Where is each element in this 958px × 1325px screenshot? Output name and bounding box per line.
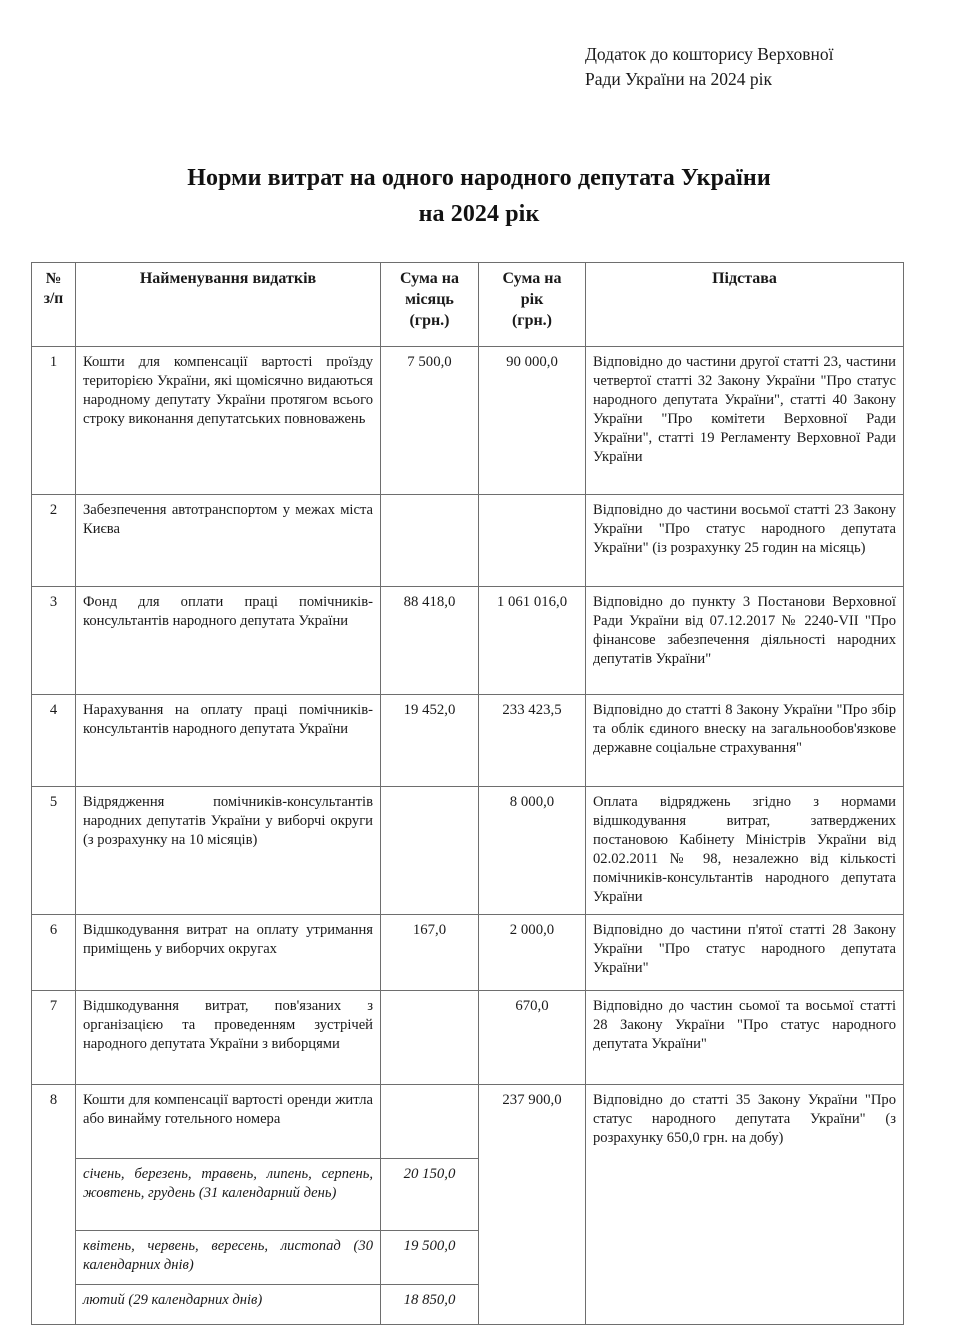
row-description: Фонд для оплати праці помічників-консультантів народного депутата України bbox=[76, 587, 381, 695]
row-description: Відшкодування витрат, пов'язаних з організацією та проведенням зустрічей народного депутата України з виборцями bbox=[76, 991, 381, 1085]
document-header-note bbox=[585, 42, 915, 92]
column-header-year-line-2: рік bbox=[520, 290, 544, 308]
row-year-amount: 233 423,5 bbox=[479, 695, 586, 787]
header-note-line-1: Додаток до кошторису Верховної bbox=[585, 44, 834, 64]
table-header-row bbox=[32, 263, 904, 347]
row-number: 3 bbox=[32, 587, 76, 695]
table-row bbox=[32, 915, 904, 991]
table-row bbox=[32, 587, 904, 695]
row-basis: Відповідно до частини другої статті 23, частини четвертої статті 32 Закону України "Про статус народного депутата України", статті 40 Закону України "Про комітети Верховної Ради України", статті 19 Регламенту Верховної Ради України bbox=[586, 347, 904, 495]
row-year-amount: 1 061 016,0 bbox=[479, 587, 586, 695]
norms-table-container bbox=[31, 262, 903, 1325]
column-header-name bbox=[76, 263, 381, 347]
row-basis: Відповідно до пункту 3 Постанови Верховної Ради України від 07.12.2017 № 2240-VII "Про фінансове забезпечення діяльності народних депутатів України" bbox=[586, 587, 904, 695]
row-basis: Відповідно до частини восьмої статті 23 Закону України "Про статус народного депутата України" (із розрахунку 25 годин на місяць) bbox=[586, 495, 904, 587]
row-number: 6 bbox=[32, 915, 76, 991]
row-description: Забезпечення автотранспортом у межах міста Києва bbox=[76, 495, 381, 587]
row-year-amount: 237 900,0 bbox=[479, 1085, 586, 1325]
row-basis: Відповідно до частини п'ятої статті 28 Закону України "Про статус народного депутата України" bbox=[586, 915, 904, 991]
row-month-amount: 7 500,0 bbox=[381, 347, 479, 495]
row-number: 5 bbox=[32, 787, 76, 915]
subrow-month-amount: 20 150,0 bbox=[381, 1159, 479, 1231]
row-month-amount bbox=[381, 787, 479, 915]
table-row bbox=[32, 1085, 904, 1159]
row-number: 1 bbox=[32, 347, 76, 495]
table-row bbox=[32, 495, 904, 587]
row-description: Відшкодування витрат на оплату утримання приміщень у виборчих округах bbox=[76, 915, 381, 991]
column-header-number-line-2: з/п bbox=[43, 290, 64, 308]
subrow-description: квітень, червень, вересень, листопад (30 календарних днів) bbox=[76, 1231, 381, 1285]
column-header-month bbox=[381, 263, 479, 347]
column-header-month-line-2: місяць bbox=[405, 290, 454, 308]
subrow-description: лютий (29 календарних днів) bbox=[76, 1285, 381, 1325]
column-header-month-line-1: Сума на bbox=[400, 270, 459, 287]
table-header bbox=[32, 263, 904, 347]
row-month-amount: 88 418,0 bbox=[381, 587, 479, 695]
row-month-amount: 19 452,0 bbox=[381, 695, 479, 787]
subrow-month-amount: 19 500,0 bbox=[381, 1231, 479, 1285]
row-number: 8 bbox=[32, 1085, 76, 1325]
row-number: 7 bbox=[32, 991, 76, 1085]
row-basis: Оплата відряджень згідно з нормами відшкодування витрат, затверджених постановою Кабінету Міністрів України від 02.02.2011 № 98, незалежно від кількості помічників-консультантів народного депутата України bbox=[586, 787, 904, 915]
table-row bbox=[32, 991, 904, 1085]
column-header-basis bbox=[586, 263, 904, 347]
row-year-amount: 670,0 bbox=[479, 991, 586, 1085]
table-row bbox=[32, 695, 904, 787]
row-month-amount bbox=[381, 991, 479, 1085]
column-header-name-line-1: Найменування видатків bbox=[139, 270, 317, 287]
column-header-number-line-1: № bbox=[45, 270, 62, 287]
subrow-month-amount: 18 850,0 bbox=[381, 1285, 479, 1325]
column-header-year-line-3: (грн.) bbox=[511, 311, 553, 329]
row-description: Нарахування на оплату праці помічників-консультантів народного депутата України bbox=[76, 695, 381, 787]
row-year-amount: 8 000,0 bbox=[479, 787, 586, 915]
column-header-basis-line-1: Підстава bbox=[712, 270, 777, 287]
table-row bbox=[32, 787, 904, 915]
row-description: Кошти для компенсації вартості оренди житла або винайму готельного номера bbox=[76, 1085, 381, 1159]
norms-table bbox=[31, 262, 904, 1325]
row-description: Відрядження помічників-консультантів народних депутатів України у виборчі округи (з розрахунку на 10 місяців) bbox=[76, 787, 381, 915]
row-year-amount bbox=[479, 495, 586, 587]
column-header-month-line-3: (грн.) bbox=[409, 311, 450, 329]
row-basis: Відповідно до частин сьомої та восьмої статті 28 Закону України "Про статус народного депутата України" bbox=[586, 991, 904, 1085]
row-number: 2 bbox=[32, 495, 76, 587]
row-year-amount: 2 000,0 bbox=[479, 915, 586, 991]
page-title-line-2: на 2024 рік bbox=[418, 201, 540, 228]
table-body bbox=[32, 347, 904, 1325]
row-description: Кошти для компенсації вартості проїзду територією України, які щомісячно видаються народному депутату України протягом всього строку виконання депутатських повноважень bbox=[76, 347, 381, 495]
row-basis: Відповідно до статті 8 Закону України "Про збір та облік єдиного внеску на загальнообов'язкове державне соціальне страхування" bbox=[586, 695, 904, 787]
row-number: 4 bbox=[32, 695, 76, 787]
row-basis: Відповідно до статті 35 Закону України "Про статус народного депутата України" (з розрахунку 650,0 грн. на добу) bbox=[586, 1085, 904, 1325]
column-header-year-line-1: Сума на bbox=[502, 270, 562, 287]
row-month-amount bbox=[381, 495, 479, 587]
row-year-amount: 90 000,0 bbox=[479, 347, 586, 495]
column-header-year bbox=[479, 263, 586, 347]
subrow-description: січень, березень, травень, липень, серпень, жовтень, грудень (31 календарний день) bbox=[76, 1159, 381, 1231]
column-header-number bbox=[32, 263, 76, 347]
row-month-amount bbox=[381, 1085, 479, 1159]
table-row bbox=[32, 347, 904, 495]
header-note-line-2: Ради України на 2024 рік bbox=[585, 68, 772, 89]
page-title bbox=[60, 160, 898, 233]
page-title-line-1: Норми витрат на одного народного депутата України bbox=[187, 165, 771, 191]
row-month-amount: 167,0 bbox=[381, 915, 479, 991]
